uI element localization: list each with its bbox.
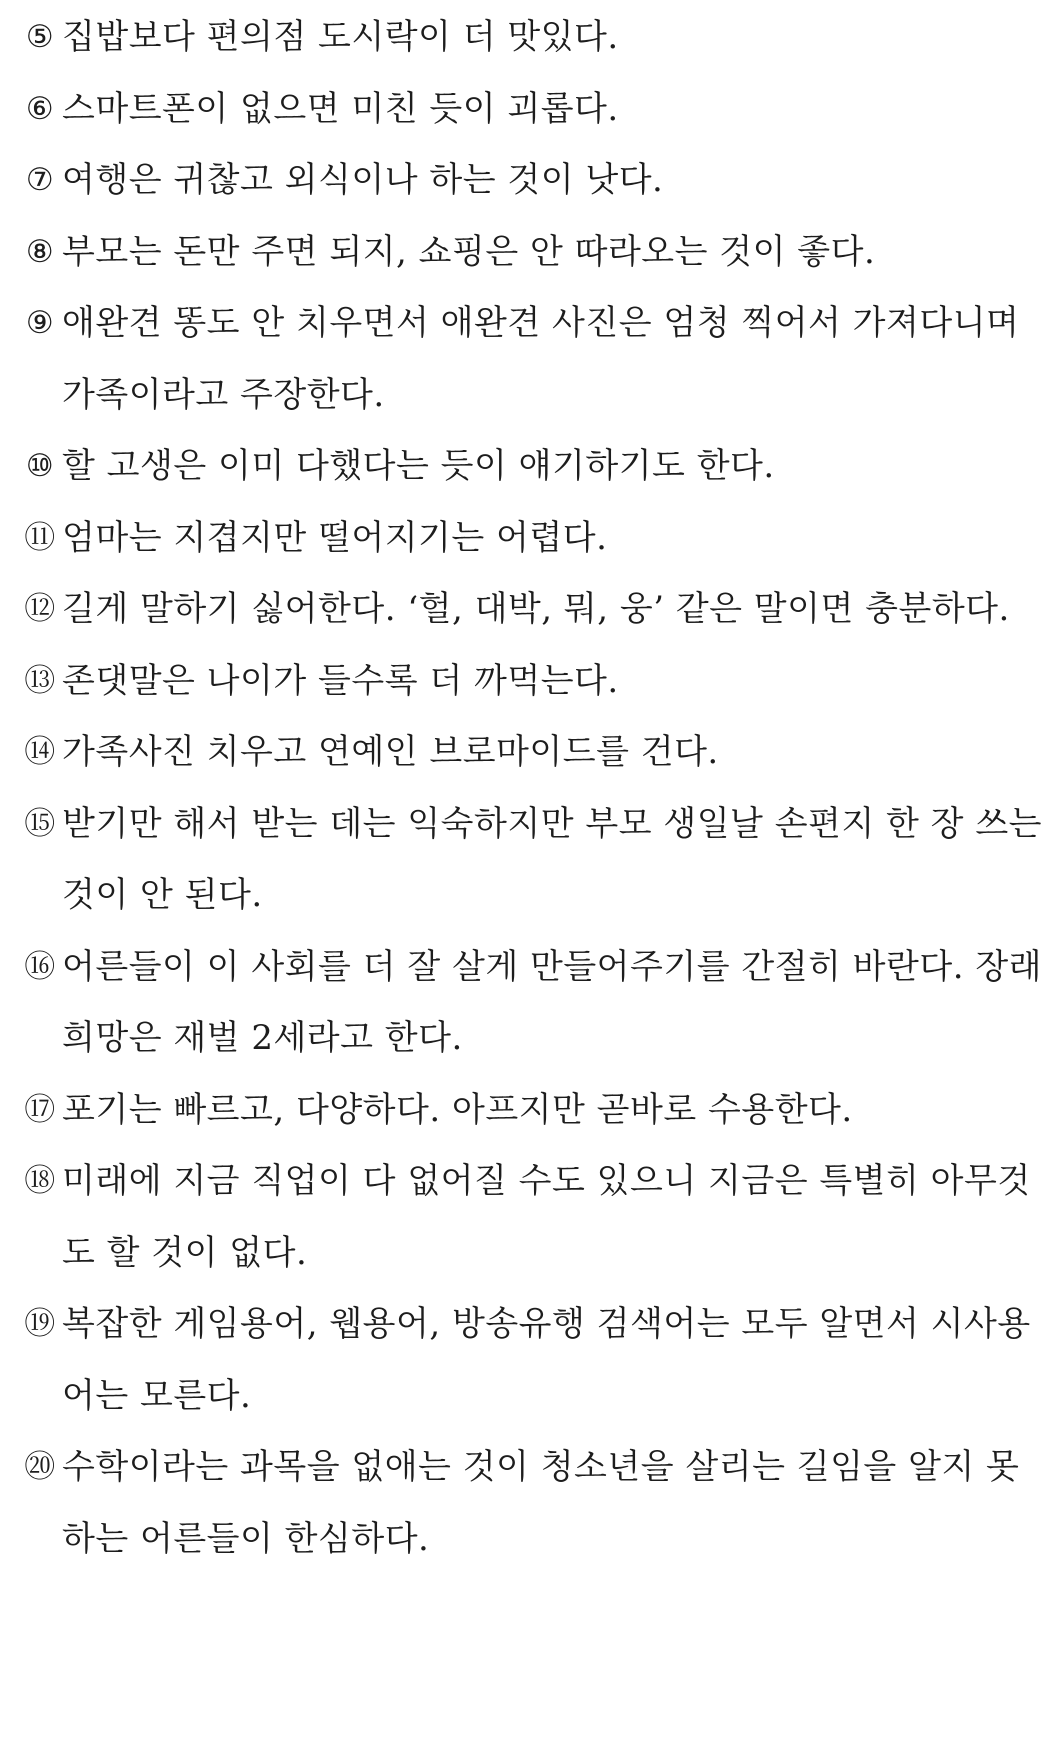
item-number: ⑧ — [25, 233, 55, 270]
list-item — [0, 717, 1053, 787]
item-text: 도 할 것이 없다. — [62, 1232, 308, 1273]
item-text: 받기만 해서 받는 데는 익숙하지만 부모 생일날 손편지 한 장 쓰는 — [62, 803, 1043, 844]
list-item-continuation — [0, 360, 1053, 430]
list-item — [0, 1075, 1053, 1145]
list-item — [0, 503, 1053, 573]
item-number: ⑦ — [25, 162, 55, 198]
item-number: ⑰ — [24, 1091, 56, 1128]
item-number: ⑲ — [24, 1306, 56, 1342]
item-text: 가족사진 치우고 연예인 브로마이드를 건다. — [62, 732, 719, 772]
list-item-continuation — [0, 860, 1053, 930]
item-text: 집밥보다 편의점 도시락이 더 맛있다. — [62, 17, 619, 57]
item-text: 가족이라고 주장한다. — [62, 374, 385, 415]
list-item — [0, 288, 1053, 358]
item-text: 애완견 똥도 안 치우면서 애완견 사진은 엄청 찍어서 가져다니며 — [62, 303, 1020, 343]
item-text: 미래에 지금 직업이 다 없어질 수도 있으니 지금은 특별히 아무것 — [62, 1161, 1031, 1201]
item-text: 복잡한 게임용어, 웹용어, 방송유행 검색어는 모두 알면서 시사용 — [62, 1304, 1031, 1344]
list-item — [0, 217, 1053, 287]
item-text: 스마트폰이 없으면 미친 듯이 괴롭다. — [62, 88, 619, 129]
item-text: 어른들이 이 사회를 더 잘 살게 만들어주기를 간절히 바란다. 장래 — [62, 946, 1043, 987]
list-item — [0, 145, 1053, 215]
item-text: 수학이라는 과목을 없애는 것이 청소년을 살리는 길임을 알지 못 — [62, 1447, 1020, 1487]
list-item — [0, 932, 1053, 1002]
list-item — [0, 1289, 1053, 1359]
list-item-continuation — [0, 1218, 1053, 1288]
list-item-continuation — [0, 1003, 1053, 1073]
list-item — [0, 1432, 1053, 1502]
item-text: 희망은 재벌 2세라고 한다. — [62, 1018, 463, 1058]
list-item — [0, 1146, 1053, 1216]
item-number: ⑩ — [25, 448, 55, 484]
item-number: ⑯ — [24, 948, 56, 985]
item-text: 부모는 돈만 주면 되지, 쇼핑은 안 따라오는 것이 좋다. — [62, 231, 876, 272]
item-text: 하는 어른들이 한심하다. — [62, 1518, 430, 1559]
list-item — [0, 646, 1053, 716]
item-number: ⑫ — [24, 591, 56, 627]
list-item — [0, 2, 1053, 72]
item-number: ⑱ — [24, 1163, 56, 1199]
item-text: 할 고생은 이미 다했다는 듯이 얘기하기도 한다. — [62, 446, 775, 486]
item-text: 길게 말하기 싫어한다. ‘헐, 대박, 뭐, 웅’ 같은 말이면 충분하다. — [62, 589, 1010, 629]
item-number: ⑥ — [25, 90, 55, 127]
list-item — [0, 789, 1053, 859]
item-text: 어는 모른다. — [62, 1375, 252, 1416]
item-text: 엄마는 지겹지만 떨어지기는 어렵다. — [62, 517, 608, 558]
item-number: ⑮ — [24, 805, 56, 842]
list-item-continuation — [0, 1504, 1053, 1574]
item-number: ⑳ — [24, 1449, 56, 1485]
list-item — [0, 431, 1053, 501]
list-item — [0, 74, 1053, 144]
item-number: ⑤ — [25, 19, 55, 55]
item-number: ⑪ — [24, 519, 56, 556]
item-number: ⑭ — [24, 734, 56, 770]
list-item — [0, 574, 1053, 644]
list-item-continuation — [0, 1361, 1053, 1431]
item-number: ⑬ — [24, 662, 56, 699]
item-number: ⑨ — [25, 305, 55, 341]
item-text: 것이 안 된다. — [62, 875, 263, 915]
item-text: 존댓말은 나이가 들수록 더 까먹는다. — [62, 660, 619, 701]
item-text: 포기는 빠르고, 다양하다. 아프지만 곧바로 수용한다. — [62, 1089, 853, 1130]
item-text: 여행은 귀찮고 외식이나 하는 것이 낫다. — [62, 160, 664, 200]
